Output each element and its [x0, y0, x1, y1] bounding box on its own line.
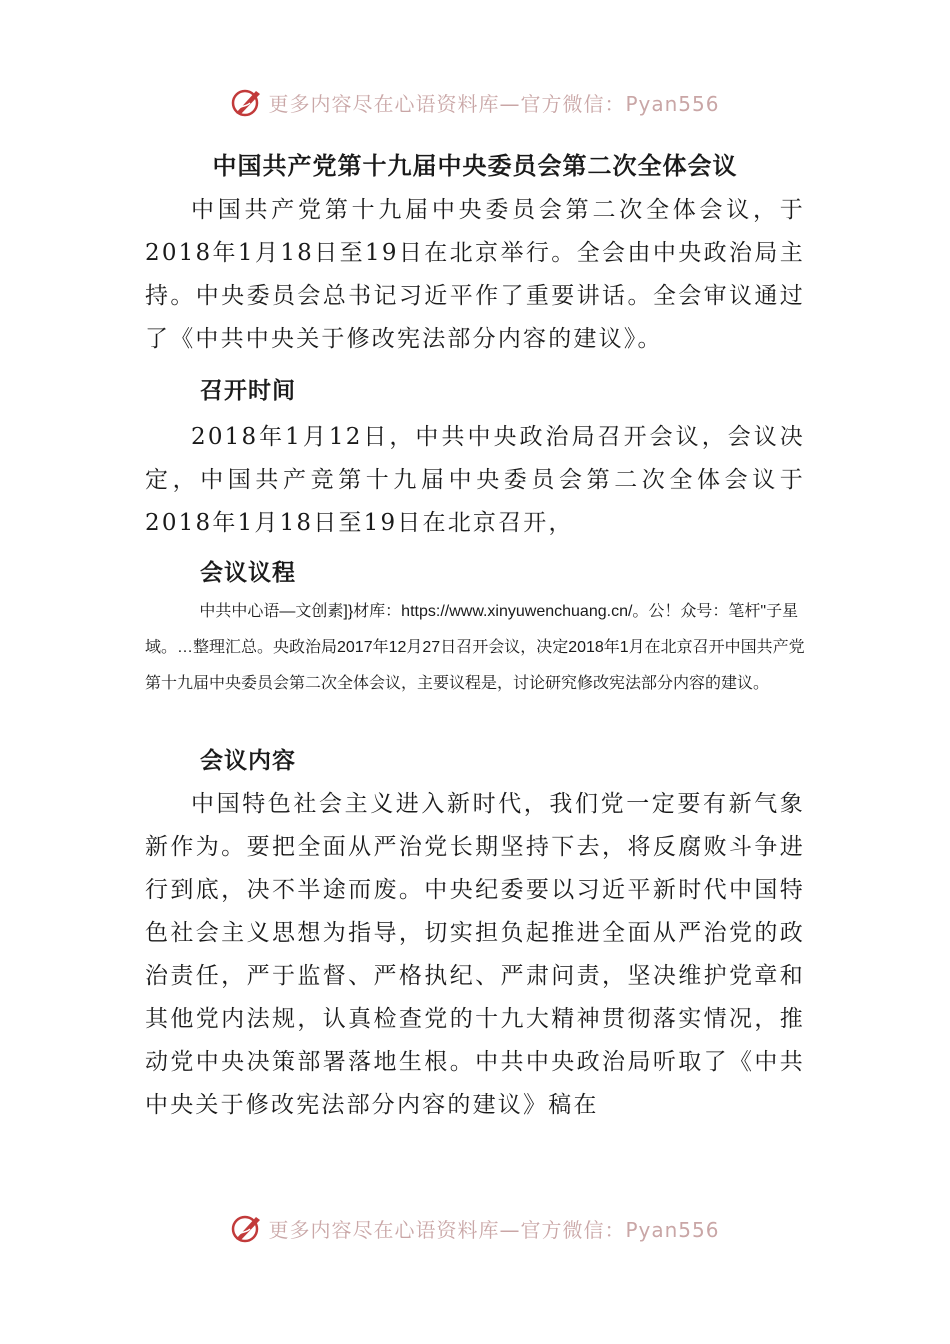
section-heading-agenda: 会议议程 [200, 560, 296, 586]
section-heading-time: 召开时间 [200, 378, 296, 404]
pen-seal-icon [230, 1211, 264, 1245]
section-heading-content: 会议内容 [200, 748, 296, 774]
watermark-banner-top [0, 82, 950, 122]
watermark-banner-bottom [0, 1208, 950, 1248]
section-body-content: 中国特色社会主义进入新时代，我们党一定要有新气象新作为。要把全面从严治党长期坚持下去，将反腐败斗争进行到底，决不半途而废。中央纪委要以习近平新时代中国特色社会主义思想为指导，切实担负起推进全面从严治党的政治责任，严于监督、严格执纪、严肃问责，坚决维护党章和其他党内法规，认真检查党的十九大精神贯彻落实情况，推动党中央决策部署落地生根。中共中央政治局听取了《中共中央关于修改宪法部分内容的建议》稿在 [145, 791, 805, 1118]
section-body-time: 2018年1月12日，中共中央政治局召开会议，会议决定，中国共产竞第十九届中央委员会第二次全体会议于2018年1月18日至19日在北京召开， [145, 424, 805, 536]
watermark-text: 更多内容尽在心语资料库—官方微信：Pyan556 [268, 1217, 720, 1242]
intro-paragraph: 中国共产党第十九届中央委员会第二次全体会议，于2018年1月18日至19日在北京举行。全会由中央政治局主持。中央委员会总书记习近平作了重要讲话。全会审议通过了《中共中央关于修改宪法部分内容的建议》。 [145, 197, 805, 352]
pen-seal-icon [230, 85, 264, 119]
section-body-agenda: 中共中心语—文创素]}材库：https://www.xinyuwenchuang.cn/。公！众号：笔杆"子星域。…整理汇总。央政治局2017年12月27日召开会议，决定2018年1月在北京召开中国共产党第十九届中央委员会第二次全体会议，主要议程是，讨论研究修改宪法部分内容的建议。 [145, 603, 805, 692]
document-title: 中国共产党第十九届中央委员会第二次全体会议 [212, 151, 738, 180]
watermark-text: 更多内容尽在心语资料库—官方微信：Pyan556 [268, 91, 720, 116]
